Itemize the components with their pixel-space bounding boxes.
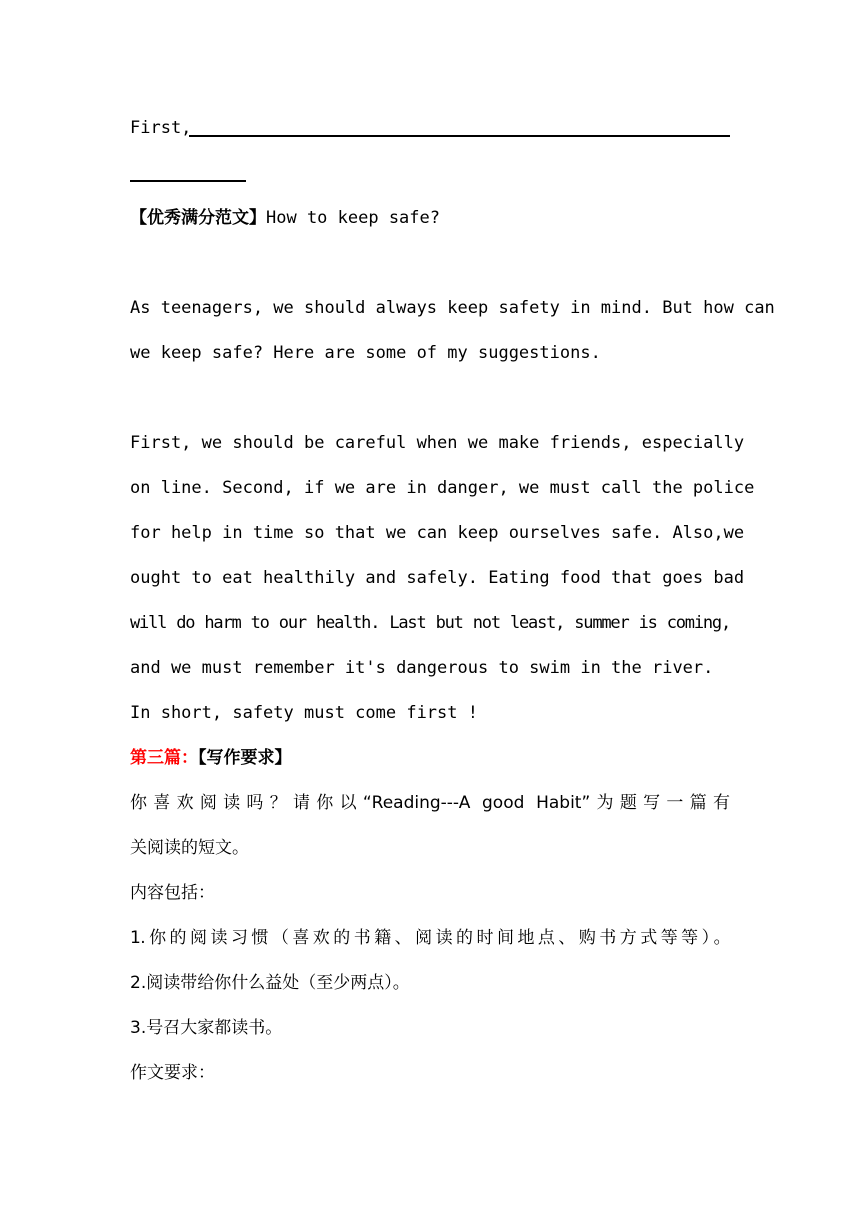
requirements-heading: 作文要求： bbox=[130, 1063, 215, 1083]
section3-title: 【写作要求】 bbox=[198, 748, 292, 768]
requirement-item: 3.号召大家都读书。 bbox=[130, 1018, 283, 1038]
first-prefix: First, bbox=[130, 118, 192, 138]
sample-heading bbox=[130, 206, 730, 230]
blank-rule-continued bbox=[130, 180, 246, 182]
requirement-item: 2.阅读带给你什么益处（至少两点）。 bbox=[130, 973, 410, 993]
para2-line: ought to eat healthily and safely. Eating food that goes bad bbox=[130, 568, 745, 588]
para2-line: will do harm to our health. Last but not least, summer is coming, bbox=[130, 613, 730, 633]
para1-line: we keep safe? Here are some of my suggestions. bbox=[130, 343, 601, 363]
requirement-item: 1.你的阅读习惯（喜欢的书籍、阅读的时间地点、购书方式等等）。 bbox=[130, 928, 730, 948]
blank-rule bbox=[189, 135, 730, 137]
section3-label: 第三篇： bbox=[130, 748, 198, 768]
sample-heading-title: How to keep safe? bbox=[266, 208, 440, 228]
para2-line: for help in time so that we can keep ourselves safe. Also,we bbox=[130, 523, 745, 543]
prompt-line: 你喜欢阅读吗？请你以“Reading---A good Habit”为题写一篇有 bbox=[130, 793, 730, 813]
para2-line: First, we should be careful when we make friends, especially bbox=[130, 433, 745, 453]
para1-line: As teenagers, we should always keep safety in mind. But how can bbox=[130, 298, 775, 318]
sample-heading-label: 【优秀满分范文】 bbox=[130, 208, 266, 228]
content-heading: 内容包括： bbox=[130, 883, 215, 903]
closing-line: In short, safety must come first ! bbox=[130, 703, 478, 723]
para2-line: and we must remember it's dangerous to swim in the river. bbox=[130, 658, 714, 678]
section3-heading bbox=[130, 746, 730, 770]
para2-line: on line. Second, if we are in danger, we must call the police bbox=[130, 478, 755, 498]
prompt-line: 关阅读的短文。 bbox=[130, 838, 249, 858]
